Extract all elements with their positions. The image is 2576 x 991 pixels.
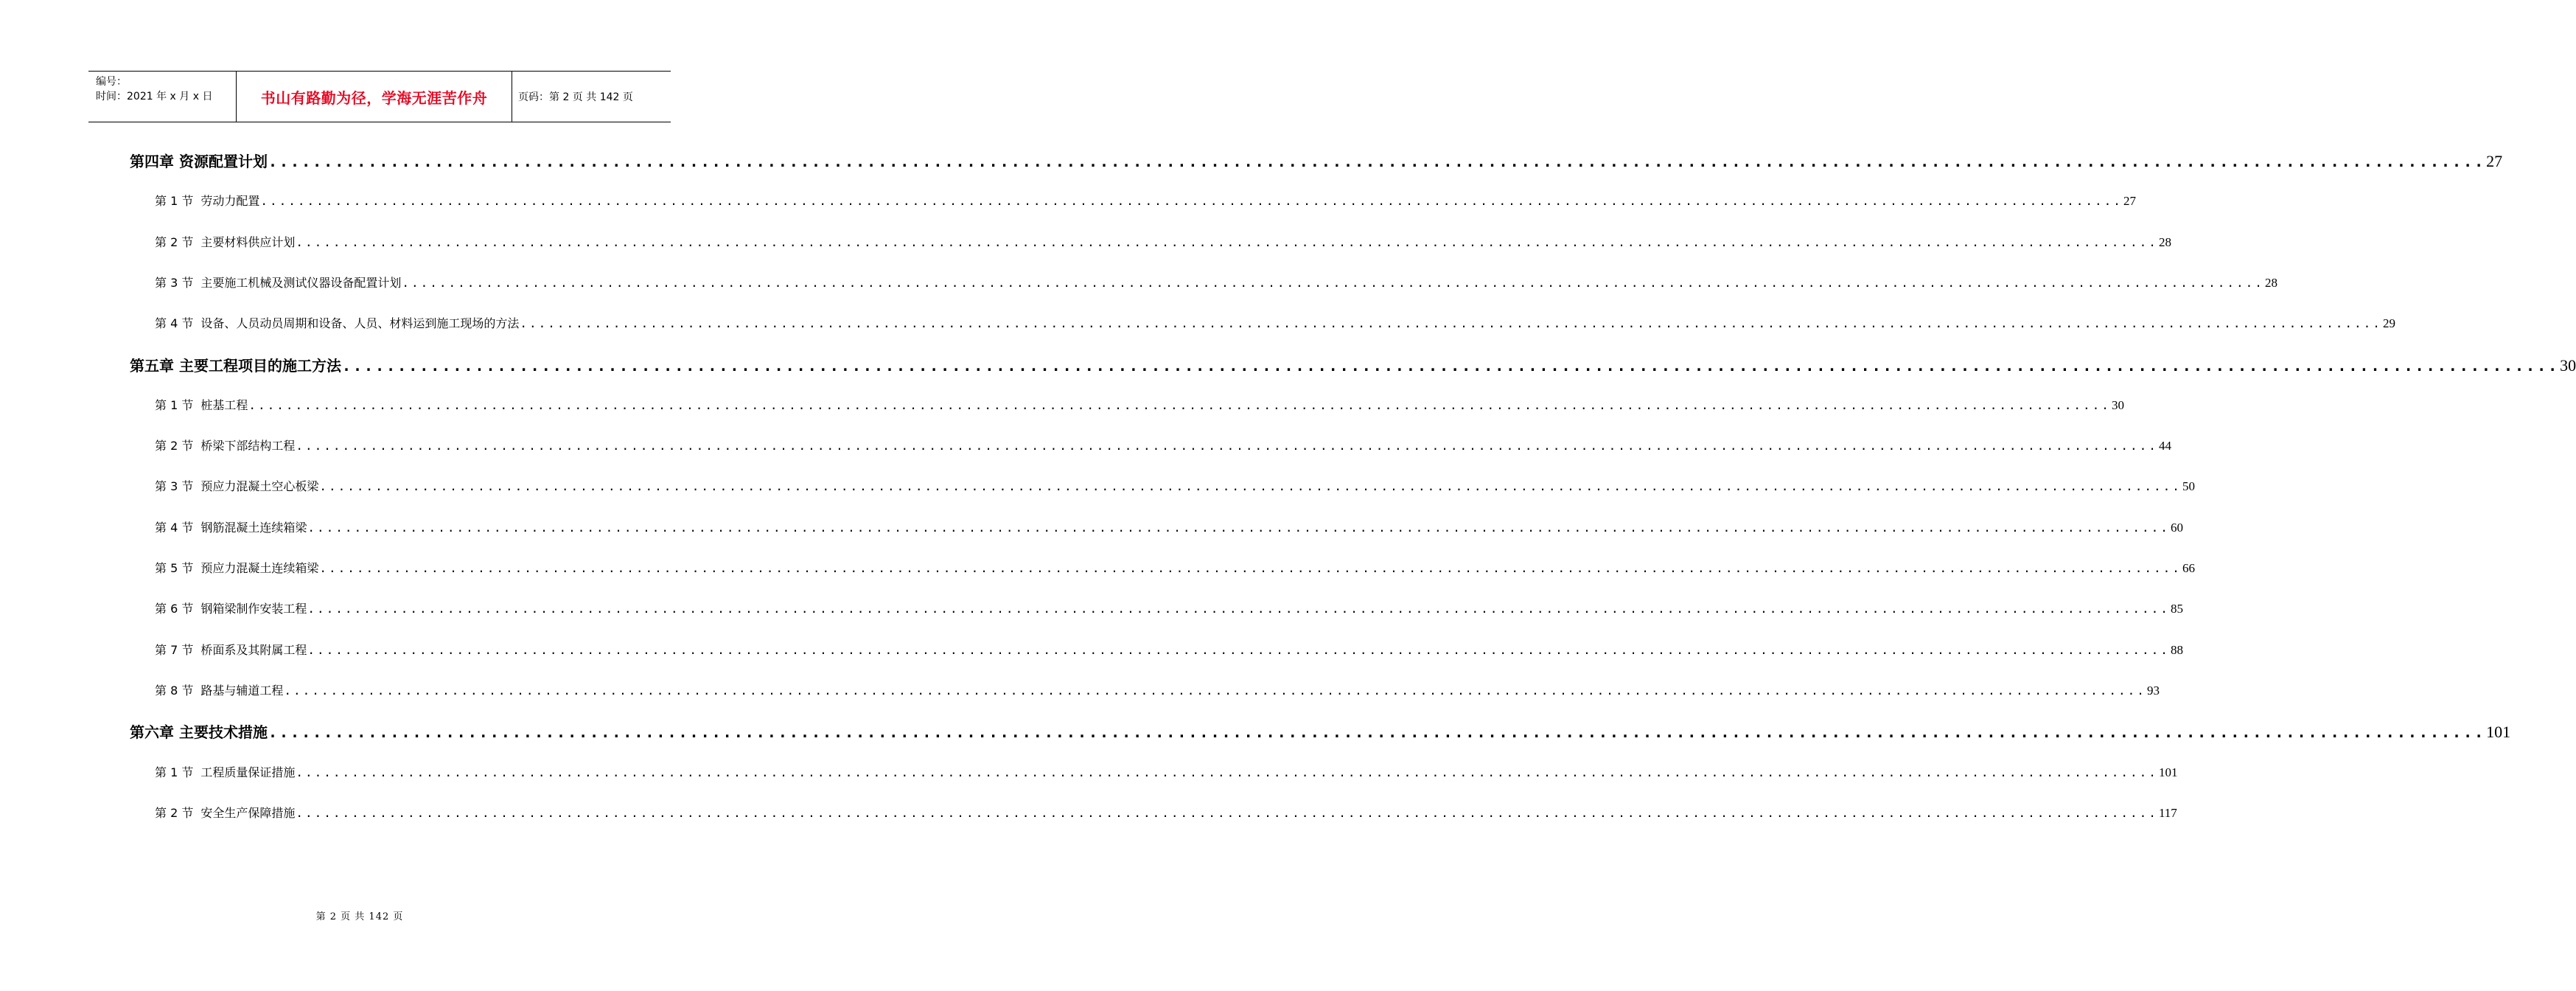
toc-dot-leader: ........................................................................................................................................................................................................ — [319, 479, 2182, 493]
toc-entry-label — [130, 150, 268, 171]
toc-entry-title: 劳动力配置 — [200, 194, 260, 208]
document-number-label: 编号： — [96, 76, 127, 88]
toc-section-entry[interactable] — [155, 599, 2183, 616]
toc-dot-leader: ........................................................................................................................................................................................................ — [296, 439, 2158, 453]
toc-page-number: 27 — [2486, 152, 2503, 170]
toc-section-number: 第 2 节 — [155, 439, 194, 453]
toc-section-number: 第 1 节 — [155, 398, 194, 412]
header-meta — [88, 72, 237, 122]
toc-entry-label — [130, 354, 341, 375]
toc-dot-leader: ........................................................................................................................................................................................................ — [284, 684, 2146, 698]
toc-entry-title: 钢箱梁制作安装工程 — [200, 602, 307, 616]
toc-entry-label — [155, 681, 283, 698]
toc-entry-label — [130, 720, 268, 742]
toc-dot-leader: ........................................................................................................................................................................................................ — [268, 723, 2486, 741]
toc-page-number: 27 — [2123, 194, 2136, 208]
toc-page-number: 101 — [2486, 723, 2511, 741]
toc-page-number: 88 — [2170, 643, 2183, 657]
toc-dot-leader: ........................................................................................................................................................................................................ — [319, 561, 2182, 575]
toc-page-number: 30 — [2560, 356, 2576, 375]
toc-section-entry[interactable] — [155, 681, 2160, 698]
toc-entry-title: 设备、人员动员周期和设备、人员、材料运到施工现场的方法 — [200, 316, 520, 330]
toc-entry-title: 路基与辅道工程 — [200, 684, 284, 698]
toc-entry-label — [155, 518, 307, 535]
toc-entry-title: 钢筋混凝土连续箱梁 — [200, 521, 307, 535]
toc-page-number: 85 — [2170, 602, 2183, 616]
document-header — [88, 71, 671, 122]
toc-entry-title: 安全生产保障措施 — [200, 806, 296, 820]
toc-section-entry[interactable] — [155, 559, 2195, 576]
toc-dot-leader: ........................................................................................................................................................................................................ — [248, 398, 2111, 412]
toc-section-entry[interactable] — [155, 437, 2171, 453]
toc-dot-leader: ........................................................................................................................................................................................................ — [341, 357, 2560, 375]
toc-entry-label — [155, 437, 295, 453]
toc-entry-title: 主要材料供应计划 — [200, 235, 296, 249]
toc-entry-label — [155, 192, 259, 209]
toc-section-number: 第 4 节 — [155, 316, 194, 330]
toc-dot-leader: ........................................................................................................................................................................................................ — [307, 521, 2170, 535]
toc-dot-leader: ........................................................................................................................................................................................................ — [402, 276, 2264, 290]
toc-page-number: 30 — [2111, 398, 2124, 412]
toc-page-number: 60 — [2170, 521, 2183, 535]
toc-page-number: 50 — [2182, 479, 2195, 493]
toc-dot-leader: ........................................................................................................................................................................................................ — [307, 643, 2170, 657]
toc-dot-leader: ........................................................................................................................................................................................................ — [520, 316, 2382, 330]
toc-section-number: 第 2 节 — [155, 806, 194, 820]
toc-section-number: 第 2 节 — [155, 235, 194, 249]
toc-section-entry[interactable] — [155, 192, 2136, 209]
toc-entry-label — [155, 763, 295, 780]
toc-entry-title: 主要施工机械及测试仪器设备配置计划 — [200, 276, 402, 290]
toc-section-entry[interactable] — [155, 233, 2171, 250]
toc-dot-leader: ........................................................................................................................................................................................................ — [296, 235, 2158, 249]
toc-dot-leader: ........................................................................................................................................................................................................ — [296, 765, 2158, 779]
toc-section-number: 第 8 节 — [155, 684, 194, 698]
toc-page-number: 28 — [2158, 235, 2171, 249]
toc-entry-label — [155, 396, 248, 413]
toc-section-number: 第 3 节 — [155, 479, 194, 493]
toc-section-number: 第 4 节 — [155, 521, 194, 535]
toc-entry-label — [155, 477, 318, 494]
toc-entry-title: 桩基工程 — [200, 398, 248, 412]
toc-page-number: 28 — [2264, 276, 2277, 290]
toc-section-number: 第 6 节 — [155, 602, 194, 616]
toc-entry-title: 第五章 主要工程项目的施工方法 — [130, 357, 341, 375]
header-motto: 书山有路勤为径，学海无涯苦作舟 — [237, 72, 512, 122]
toc-dot-leader: ........................................................................................................................................................................................................ — [296, 806, 2158, 820]
toc-entry-title: 桥面系及其附属工程 — [200, 643, 307, 657]
toc-page-number: 66 — [2182, 561, 2195, 575]
toc-section-entry[interactable] — [155, 641, 2183, 658]
toc-section-number: 第 3 节 — [155, 276, 194, 290]
document-time-label: 时间：2021 年 x 月 x 日 — [96, 91, 213, 102]
toc-entry-title: 工程质量保证措施 — [200, 765, 296, 779]
toc-section-entry[interactable] — [155, 518, 2183, 535]
page-footer: 第 2 页 共 142 页 — [315, 911, 404, 922]
toc-section-entry[interactable] — [155, 314, 2395, 331]
toc-entry-label — [155, 804, 295, 821]
toc-section-number: 第 1 节 — [155, 765, 194, 779]
toc-page-number: 93 — [2146, 684, 2160, 698]
toc-entry-label — [155, 559, 318, 576]
toc-dot-leader: ........................................................................................................................................................................................................ — [268, 153, 2486, 170]
toc-entry-label — [155, 641, 307, 658]
toc-entry-title: 预应力混凝土连续箱梁 — [200, 561, 319, 575]
toc-entry-title: 第四章 资源配置计划 — [130, 153, 268, 170]
toc-dot-leader: ........................................................................................................................................................................................................ — [260, 194, 2123, 208]
toc-section-number: 第 5 节 — [155, 561, 194, 575]
toc-dot-leader: ........................................................................................................................................................................................................ — [307, 602, 2170, 616]
toc-entry-label — [155, 274, 401, 291]
toc-entry-label — [155, 599, 307, 616]
toc-entry-label — [155, 314, 519, 331]
toc-section-entry[interactable] — [155, 274, 2277, 291]
toc-section-entry[interactable] — [155, 477, 2195, 494]
toc-page-number: 44 — [2158, 439, 2171, 453]
toc-entry-label — [155, 233, 295, 250]
toc-chapter-entry[interactable] — [130, 720, 2511, 742]
toc-page-number: 29 — [2382, 316, 2395, 330]
toc-section-number: 第 7 节 — [155, 643, 194, 657]
toc-page-number: 117 — [2158, 806, 2177, 820]
toc-section-entry[interactable] — [155, 804, 2177, 821]
header-page-info: 页码：第 2 页 共 142 页 — [518, 91, 633, 103]
toc-entry-title: 桥梁下部结构工程 — [200, 439, 296, 453]
toc-chapter-entry[interactable] — [130, 354, 2576, 375]
toc-page-number: 101 — [2158, 765, 2178, 779]
toc-section-entry[interactable] — [155, 763, 2178, 780]
toc-section-entry[interactable] — [155, 396, 2124, 413]
toc-entry-title: 预应力混凝土空心板梁 — [200, 479, 319, 493]
toc-chapter-entry[interactable] — [130, 150, 2503, 171]
toc-section-number: 第 1 节 — [155, 194, 194, 208]
toc-entry-title: 第六章 主要技术措施 — [130, 723, 268, 741]
